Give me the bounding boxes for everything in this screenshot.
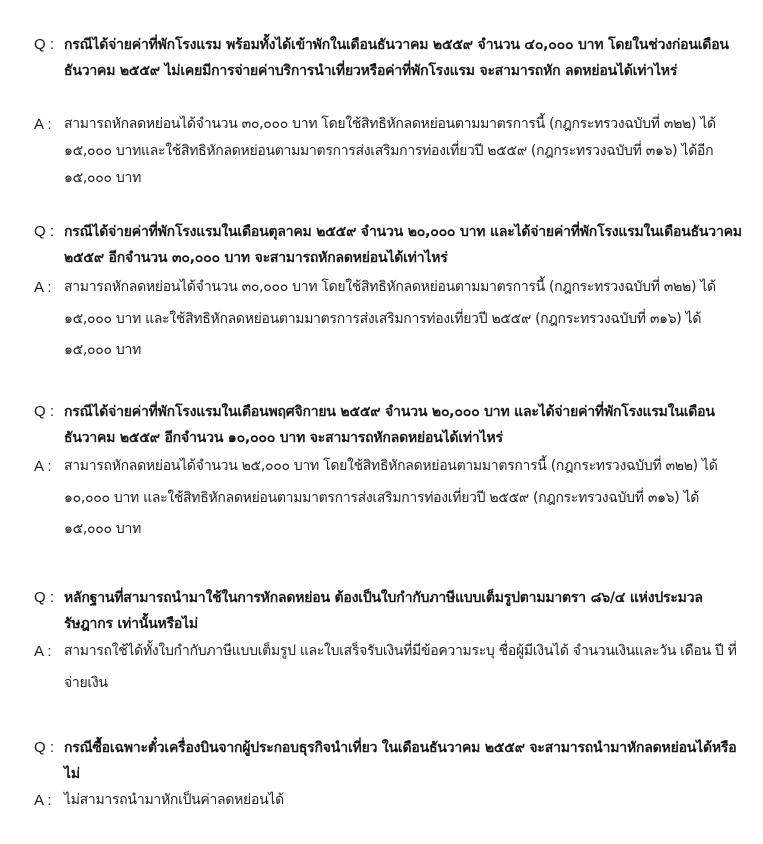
- question-label: Q :: [34, 403, 55, 420]
- question-text: กรณีได้จ่ายค่าที่พักโรงแรม พร้อมทั้งได้เข้าพักในเดือนธันวาคม ๒๕๕๙ จำนวน ๔๐,๐๐๐ บาท โดยในช่วงก่อนเดือนธันวาคม ๒๕๕๙ ไม่เคยมีการจ่ายค่าบริการนำเที่ยวหรือค่าที่พักโรงแรม จะสามารถหัก ลดหย่อนได้เท่าไหร่: [64, 37, 729, 79]
- answer-text: สามารถหักลดหย่อนได้จำนวน ๒๕,๐๐๐ บาท โดยใช้สิทธิหักลดหย่อนตามมาตรการนี้ (กฎกระทรวงฉบับที่ ๓๒๒) ได้ ๑๐,๐๐๐ บาท และใช้สิทธิหักลดหย่อนตามมาตรการส่งเสริมการท่องเที่ยวปี ๒๕๕๙ (กฎกระทรวงฉบับที่ ๓๑๖) ได้ ๑๕,๐๐๐ บาท: [64, 458, 718, 537]
- question-label: Q :: [34, 36, 55, 53]
- faq-question-1: [34, 32, 746, 84]
- faq-question-2: [34, 219, 746, 271]
- question-label: Q :: [34, 223, 55, 240]
- question-label: Q :: [34, 739, 55, 756]
- answer-text: สามารถหักลดหย่อนได้จำนวน ๓๐,๐๐๐ บาท โดยใช้สิทธิหักลดหย่อนตามมาตรการนี้ (กฎกระทรวงฉบับที่ ๓๒๒) ได้ ๑๕,๐๐๐ บาท และใช้สิทธิหักลดหย่อนตามมาตรการส่งเสริมการท่องเที่ยวปี ๒๕๕๙ (กฎกระทรวงฉบับที่ ๓๑๖) ได้ ๑๕,๐๐๐ บาท: [64, 279, 716, 358]
- faq-question-4: [34, 585, 746, 637]
- answer-text: สามารถใช้ได้ทั้งใบกำกับภาษีแบบเต็มรูป และใบเสร็จรับเงินที่มีข้อความระบุ ชื่อผู้มีเงินได้ จำนวนเงินและวัน เดือน ปี ที่จ่ายเงิน: [64, 643, 737, 691]
- faq-answer-3: [34, 451, 746, 546]
- answer-label: A :: [34, 116, 52, 133]
- faq-answer-1: [34, 111, 746, 192]
- answer-label: A :: [34, 792, 52, 809]
- answer-label: A :: [34, 643, 52, 660]
- question-text: หลักฐานที่สามารถนำมาใช้ในการหักลดหย่อน ต้องเป็นใบกำกับภาษีแบบเต็มรูปตามมาตรา ๘๖/๔ แห่งประมวลรัษฎากร เท่านั้นหรือไม่: [64, 590, 703, 632]
- faq-answer-4: [34, 636, 746, 699]
- answer-text: ไม่สามารถนำมาหักเป็นค่าลดหย่อนได้: [64, 792, 284, 808]
- question-text: กรณีได้จ่ายค่าที่พักโรงแรมในเดือนตุลาคม ๒๕๕๙ จำนวน ๒๐,๐๐๐ บาท และได้จ่ายค่าที่พักโรงแรมในเดือนธันวาคม ๒๕๕๙ อีกจำนวน ๓๐,๐๐๐ บาท จะสามารถหักลดหย่อนได้เท่าไหร่: [64, 224, 742, 266]
- answer-label: A :: [34, 458, 52, 475]
- question-text: กรณีซื้อเฉพาะตั๋วเครื่องบินจากผู้ประกอบธุรกิจนำเที่ยว ในเดือนธันวาคม ๒๕๕๙ จะสามารถนำมาหักลดหย่อนได้หรือไม่: [64, 740, 737, 782]
- question-text: กรณีได้จ่ายค่าที่พักโรงแรมในเดือนพฤศจิกายน ๒๕๕๙ จำนวน ๒๐,๐๐๐ บาท และได้จ่ายค่าที่พักโรงแรมในเดือนธันวาคม ๒๕๕๙ อีกจำนวน ๑๐,๐๐๐ บาท จะสามารถหักลดหย่อนได้เท่าไหร่: [64, 404, 715, 446]
- faq-answer-2: [34, 272, 746, 367]
- faq-question-3: [34, 399, 746, 451]
- faq-answer-5: [34, 787, 746, 814]
- answer-text: สามารถหักลดหย่อนได้จำนวน ๓๐,๐๐๐ บาท โดยใช้สิทธิหักลดหย่อนตามมาตรการนี้ (กฎกระทรวงฉบับที่ ๓๒๒) ได้ ๑๕,๐๐๐ บาทและใช้สิทธิหักลดหย่อนตามมาตรการส่งเสริมการท่องเที่ยวปี ๒๕๕๙ (กฎกระทรวงฉบับที่ ๓๑๖) ได้อีก ๑๕,๐๐๐ บาท: [64, 116, 716, 186]
- question-label: Q :: [34, 589, 55, 606]
- faq-question-5: [34, 735, 746, 787]
- answer-label: A :: [34, 279, 52, 296]
